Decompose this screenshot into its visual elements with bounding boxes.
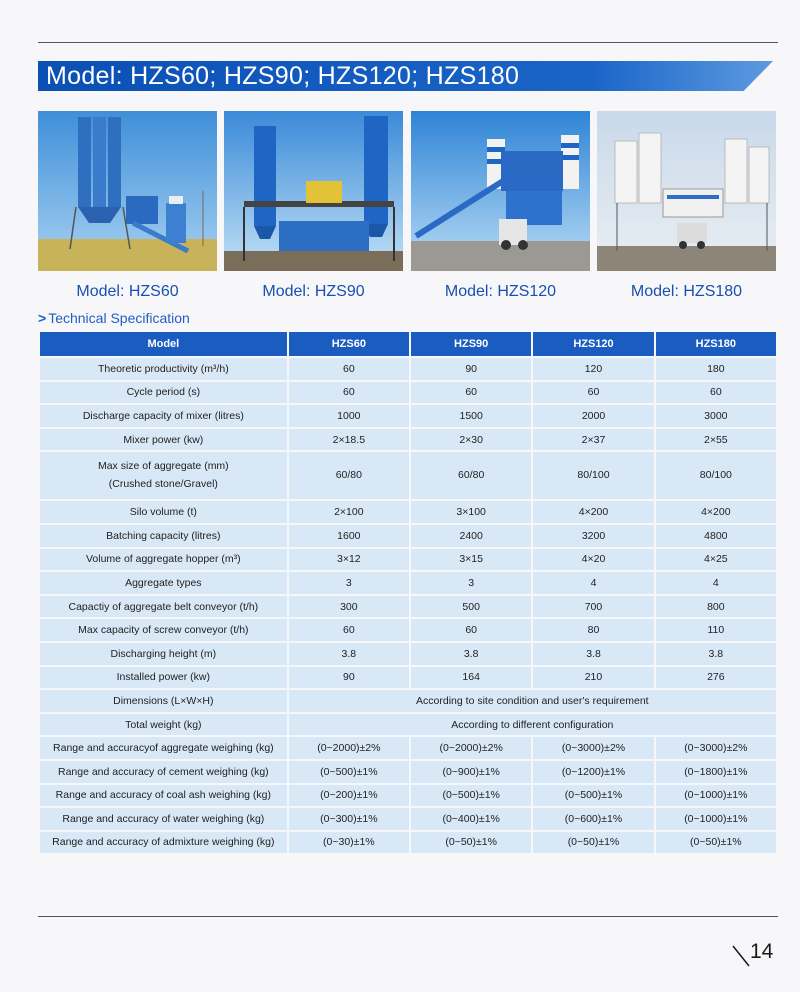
value-cell: 300 <box>289 596 409 618</box>
value-cell: (0~500)±1% <box>533 785 653 807</box>
row-label: Mixer power (kw) <box>40 429 287 451</box>
value-cell: 3×100 <box>411 501 531 523</box>
table-row <box>40 452 776 499</box>
value-cell: 2×37 <box>533 429 653 451</box>
value-cell: (0~1000)±1% <box>656 785 776 807</box>
row-label: Total weight (kg) <box>40 714 287 736</box>
caption-hzs90: Model: HZS90 <box>262 283 365 300</box>
table-header-row <box>40 332 776 356</box>
value-cell: 2×100 <box>289 501 409 523</box>
table-row <box>40 358 776 380</box>
caption-hzs120: Model: HZS120 <box>444 283 557 300</box>
value-cell: (0~1000)±1% <box>656 808 776 830</box>
value-cell: (0~300)±1% <box>289 808 409 830</box>
value-cell: 1000 <box>289 405 409 427</box>
row-label-line: Max size of aggregate (mm) <box>97 460 229 473</box>
value-cell: 3.8 <box>656 643 776 665</box>
table-row <box>40 761 776 783</box>
header-cell: HZS180 <box>656 332 776 356</box>
value-cell: 60/80 <box>411 452 531 499</box>
value-cell: 2×30 <box>411 429 531 451</box>
header-cell: HZS120 <box>533 332 653 356</box>
caption-hzs180: Model: HZS180 <box>630 283 743 300</box>
value-cell: (0~1200)±1% <box>533 761 653 783</box>
value-cell: 60 <box>289 382 409 404</box>
row-label: Discharge capacity of mixer (litres) <box>40 405 287 427</box>
value-cell: 4×200 <box>533 501 653 523</box>
value-cell: 4×20 <box>533 549 653 571</box>
row-label: Range and accuracyof aggregate weighing (kg) <box>40 737 287 759</box>
table-row <box>40 643 776 665</box>
value-cell: (0~500)±1% <box>411 785 531 807</box>
value-cell: 60/80 <box>289 452 409 499</box>
value-cell: 90 <box>289 667 409 689</box>
photo-hzs180 <box>597 111 776 271</box>
value-cell: 4×25 <box>656 549 776 571</box>
value-cell: (0~2000)±2% <box>289 737 409 759</box>
row-label: Capactiy of aggregate belt conveyor (t/h) <box>40 596 287 618</box>
value-cell: 3 <box>289 572 409 594</box>
value-cell: (0~50)±1% <box>533 832 653 854</box>
photo-hzs60 <box>38 111 217 271</box>
value-cell: 80/100 <box>533 452 653 499</box>
value-cell: 2000 <box>533 405 653 427</box>
value-cell: (0~2000)±2% <box>411 737 531 759</box>
caption-hzs60: Model: HZS60 <box>76 283 179 300</box>
value-cell: 2×55 <box>656 429 776 451</box>
value-cell: 210 <box>533 667 653 689</box>
value-cell: 4×200 <box>656 501 776 523</box>
value-cell: 60 <box>656 382 776 404</box>
value-cell: (0~50)±1% <box>411 832 531 854</box>
table-row <box>40 690 776 712</box>
row-label: Range and accuracy of coal ash weighing (kg) <box>40 785 287 807</box>
value-cell: 1500 <box>411 405 531 427</box>
merged-cell: According to different configuration <box>289 714 776 736</box>
row-label: Cycle period (s) <box>40 382 287 404</box>
header-cell: Model <box>40 332 287 356</box>
table-row <box>40 737 776 759</box>
value-cell: 3 <box>411 572 531 594</box>
value-cell: 80 <box>533 619 653 641</box>
value-cell: 3×12 <box>289 549 409 571</box>
page-number: 14 <box>750 940 774 963</box>
table-row <box>40 596 776 618</box>
table-row <box>40 619 776 641</box>
value-cell: (0~400)±1% <box>411 808 531 830</box>
value-cell: 180 <box>656 358 776 380</box>
value-cell: (0~3000)±2% <box>656 737 776 759</box>
page-title: Model: HZS60; HZS90; HZS120; HZS180 <box>46 62 520 90</box>
row-label: Range and accuracy of cement weighing (kg) <box>40 761 287 783</box>
value-cell: 4800 <box>656 525 776 547</box>
value-cell: 80/100 <box>656 452 776 499</box>
table-row <box>40 501 776 523</box>
row-label <box>40 452 287 499</box>
table-row <box>40 785 776 807</box>
value-cell: (0~1800)±1% <box>656 761 776 783</box>
row-label: Dimensions (L×W×H) <box>40 690 287 712</box>
table-row <box>40 429 776 451</box>
spec-heading <box>38 310 190 326</box>
value-cell: 4 <box>656 572 776 594</box>
value-cell: 120 <box>533 358 653 380</box>
value-cell: 3200 <box>533 525 653 547</box>
value-cell: 2400 <box>411 525 531 547</box>
value-cell: (0~600)±1% <box>533 808 653 830</box>
row-label: Max capacity of screw conveyor (t/h) <box>40 619 287 641</box>
value-cell: 164 <box>411 667 531 689</box>
row-label: Silo volume (t) <box>40 501 287 523</box>
value-cell: 500 <box>411 596 531 618</box>
value-cell: 276 <box>656 667 776 689</box>
table-row <box>40 549 776 571</box>
slash-mark-icon <box>731 944 751 968</box>
value-cell: 4 <box>533 572 653 594</box>
photo-hzs120 <box>411 111 590 271</box>
value-cell: (0~900)±1% <box>411 761 531 783</box>
header-cell: HZS60 <box>289 332 409 356</box>
value-cell: (0~200)±1% <box>289 785 409 807</box>
row-label: Theoretic productivity (m³/h) <box>40 358 287 380</box>
table-row <box>40 572 776 594</box>
table-row <box>40 667 776 689</box>
merged-cell: According to site condition and user's requirement <box>289 690 776 712</box>
table-row <box>40 832 776 854</box>
row-label: Batching capacity (litres) <box>40 525 287 547</box>
value-cell: 60 <box>411 619 531 641</box>
table-row <box>40 525 776 547</box>
row-label: Range and accuracy of admixture weighing (kg) <box>40 832 287 854</box>
value-cell: 3.8 <box>289 643 409 665</box>
value-cell: 2×18.5 <box>289 429 409 451</box>
header-cell: HZS90 <box>411 332 531 356</box>
value-cell: 1600 <box>289 525 409 547</box>
table-row <box>40 714 776 736</box>
table-row <box>40 405 776 427</box>
table-row <box>40 382 776 404</box>
value-cell: 60 <box>533 382 653 404</box>
spec-table <box>38 330 778 855</box>
bottom-rule <box>38 916 778 917</box>
value-cell: 3×15 <box>411 549 531 571</box>
value-cell: 3.8 <box>411 643 531 665</box>
value-cell: 60 <box>289 619 409 641</box>
value-cell: 60 <box>289 358 409 380</box>
value-cell: 700 <box>533 596 653 618</box>
value-cell: 3.8 <box>533 643 653 665</box>
value-cell: 800 <box>656 596 776 618</box>
value-cell: (0~3000)±2% <box>533 737 653 759</box>
row-label: Range and accuracy of water weighing (kg) <box>40 808 287 830</box>
row-label: Aggregate types <box>40 572 287 594</box>
value-cell: (0~50)±1% <box>656 832 776 854</box>
photo-hzs90 <box>224 111 403 271</box>
row-label-line: (Crushed stone/Gravel) <box>108 477 218 490</box>
row-label: Discharging height (m) <box>40 643 287 665</box>
value-cell: 60 <box>411 382 531 404</box>
value-cell: 90 <box>411 358 531 380</box>
value-cell: (0~30)±1% <box>289 832 409 854</box>
spec-heading-text: Technical Specification <box>48 310 190 326</box>
top-rule <box>38 42 778 43</box>
row-label: Installed power (kw) <box>40 667 287 689</box>
value-cell: (0~500)±1% <box>289 761 409 783</box>
value-cell: 3000 <box>656 405 776 427</box>
value-cell: 110 <box>656 619 776 641</box>
chevron-right-icon: > <box>38 310 47 326</box>
row-label: Volume of aggregate hopper (m³) <box>40 549 287 571</box>
table-row <box>40 808 776 830</box>
